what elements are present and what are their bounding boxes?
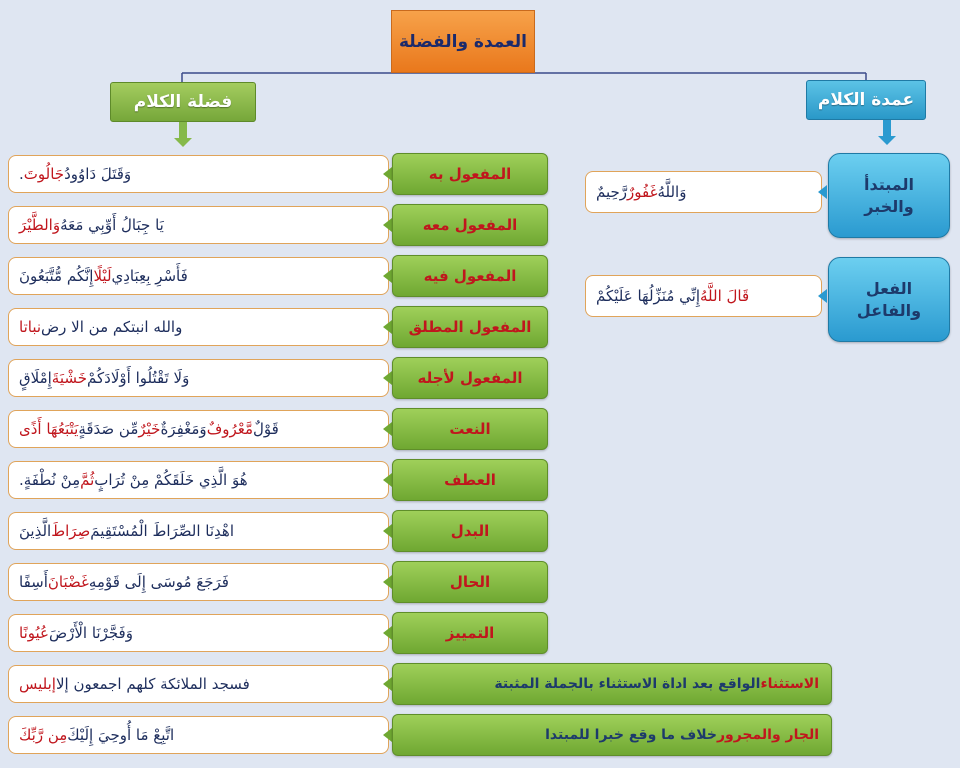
text-run: لَيْلًا: [93, 267, 112, 285]
fadla-example: [8, 155, 389, 193]
pointer-left-icon: [383, 575, 392, 589]
text-run: مِّن صَدَقَةٍ: [78, 420, 139, 438]
text-run: وَفَجَّرْنَا الْأَرْضَ: [48, 624, 133, 642]
text-run: صِرَاطَ: [51, 522, 91, 540]
umda-down-arrow-icon: [877, 120, 897, 150]
umda-label: المبتدأ والخبر: [828, 153, 950, 238]
fadla-example: [8, 512, 389, 550]
pointer-left-icon: [383, 677, 392, 691]
fadla-example: [8, 410, 389, 448]
text-run: خَيْرٌ: [138, 420, 161, 438]
text-run: هُوَ الَّذِي خَلَقَكُمْ مِنْ تُرَابٍ: [94, 471, 248, 489]
fadla-label: المفعول به: [392, 153, 548, 195]
text-run: وَاللَّهُ: [657, 183, 687, 201]
text-run: .: [19, 165, 24, 183]
fadla-label: الحال: [392, 561, 548, 603]
text-run: فَأَسْرِ بِعِبَادِي: [111, 267, 188, 285]
diagram-title: العمدة والفضلة: [391, 10, 535, 73]
text-run: إِمْلَاقٍ: [19, 369, 52, 387]
text-run: وَمَغْفِرَةٌ: [160, 420, 207, 438]
text-run: وَقَتَلَ دَاوُودُ: [64, 165, 132, 183]
text-run: الَّذِينَ: [19, 522, 52, 540]
umda-example: [585, 275, 822, 317]
text-run: مَّعْرُوفٌ: [206, 420, 254, 438]
text-run: فسجد الملائكة كلهم اجمعون إلا: [55, 675, 250, 693]
text-run: نباتا: [19, 318, 42, 336]
fadla-label: المفعول معه: [392, 204, 548, 246]
umda-example: [585, 171, 822, 213]
text-run: اتَّبِعْ مَا أُوحِيَ إِلَيْكَ: [67, 726, 175, 744]
text-run: أَسِفًا: [19, 573, 48, 591]
text-run: وَلَا تَقْتُلُوا أَوْلَادَكُمْ: [87, 369, 190, 387]
text-run: رَّحِيمٌ: [596, 183, 628, 201]
pointer-left-icon: [383, 269, 392, 283]
fadla-label: التمييز: [392, 612, 548, 654]
text-run: خَشْيَةَ: [51, 369, 88, 387]
fadla-label: المفعول لأجله: [392, 357, 548, 399]
pointer-left-icon: [818, 185, 827, 199]
text-run: اهْدِنَا الصِّرَاطَ الْمُسْتَقِيمَ: [90, 522, 234, 540]
text-run: وَالطَّيْرَ: [19, 216, 61, 234]
fadla-label: المفعول فيه: [392, 255, 548, 297]
text-run: مِنْ نُطْفَةٍ.: [19, 471, 81, 489]
fadla-label: البدل: [392, 510, 548, 552]
text-run: إبليس: [19, 675, 56, 693]
fadla-label: [392, 714, 832, 756]
text-run: جَالُوتَ: [23, 165, 65, 183]
text-run: غَفُورٌ: [627, 183, 658, 201]
fadla-label: المفعول المطلق: [392, 306, 548, 348]
text-run: إِنِّي مُنَزِّلُهَا عَلَيْكُمْ: [596, 287, 700, 305]
pointer-left-icon: [383, 371, 392, 385]
pointer-left-icon: [383, 626, 392, 640]
fadla-example: [8, 308, 389, 346]
text-run: قَالَ اللَّهُ: [699, 287, 750, 305]
text-run: غَضْبَانَ: [47, 573, 89, 591]
text-run: قَوْلٌ: [253, 420, 279, 438]
fadla-example: [8, 359, 389, 397]
fadla-example: [8, 257, 389, 295]
fadla-example: [8, 206, 389, 244]
fadla-label: النعت: [392, 408, 548, 450]
text-run: إِنَّكُم مُّتَّبَعُونَ: [19, 267, 94, 285]
pointer-left-icon: [383, 473, 392, 487]
pointer-left-icon: [383, 167, 392, 181]
fadla-example: [8, 665, 389, 703]
pointer-left-icon: [383, 422, 392, 436]
fadla-label: العطف: [392, 459, 548, 501]
fadla-example: [8, 716, 389, 754]
text-run: عُيُونًا: [19, 624, 49, 642]
text-run: ثُمَّ: [80, 471, 95, 489]
text-run: والله انبتكم من الا رض: [41, 318, 183, 336]
text-run: خلاف ما وقع خبرا للمبتدا: [545, 727, 717, 743]
fadla-example: [8, 563, 389, 601]
pointer-left-icon: [383, 524, 392, 538]
text-run: يَتْبَعُهَا أَذًى: [19, 420, 79, 438]
pointer-left-icon: [383, 218, 392, 232]
fadla-example: [8, 614, 389, 652]
text-run: فَرَجَعَ مُوسَى إِلَى قَوْمِهِ: [88, 573, 229, 591]
text-run: الجار والمجرور: [716, 727, 819, 743]
fadla-down-arrow-icon: [173, 122, 193, 152]
text-run: مِن رَّبِّكَ: [19, 726, 68, 744]
text-run: الاستثناء: [760, 676, 819, 692]
umda-label: الفعل والفاعل: [828, 257, 950, 342]
pointer-left-icon: [383, 728, 392, 742]
umda-heading: عمدة الكلام: [806, 80, 926, 120]
text-run: الواقع بعد اداة الاستثناء بالجملة المثبتة: [494, 676, 761, 692]
text-run: يَا جِبَالُ أَوِّبِي مَعَهُ: [60, 216, 164, 234]
fadla-heading: فضلة الكلام: [110, 82, 256, 122]
fadla-label: [392, 663, 832, 705]
pointer-left-icon: [383, 320, 392, 334]
pointer-left-icon: [818, 289, 827, 303]
fadla-example: [8, 461, 389, 499]
